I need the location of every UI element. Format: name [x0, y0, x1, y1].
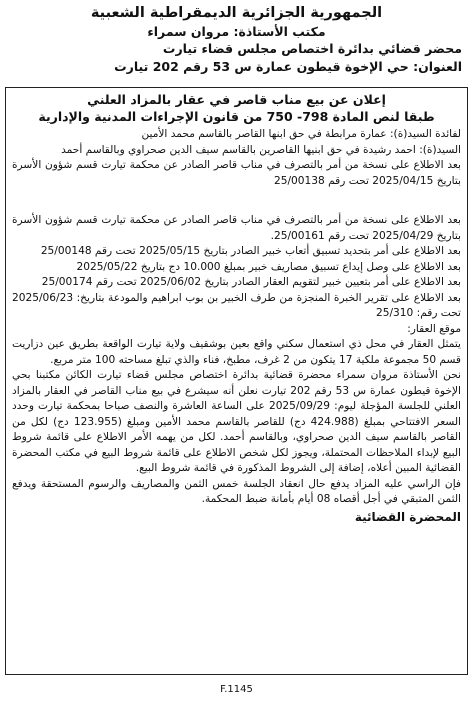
republic-heading: الجمهورية الجزائرية الديمقراطية الشعبية	[90, 5, 383, 21]
blank-gap	[12, 189, 461, 213]
expert-report-paragraph: بعد الاطلاع على تقرير الخبرة المنجزة من طرف الخبير بن بوب ابراهيم والمودعة بتاريخ: 2025/06/23 تحت رقم: 25/310	[12, 291, 461, 319]
reference-code: F.1145	[220, 684, 253, 695]
notice-title: إعلان عن بيع مناب قاصر في عقار بالمزاد العلني	[87, 92, 386, 107]
beneficiary-paragraph: لفائدة السيد(ة): عمارة مرابطة في حق ابنها القاصر بالقاسم محمد الأمين	[141, 128, 461, 140]
notice-box	[5, 87, 468, 675]
office-name: مكتب الأستاذة: مروان سمراء	[147, 24, 326, 39]
court-order-paragraph: بعد الاطلاع على نسخة من أمر بالتصرف في مناب قاصر الصادر عن محكمة تيارت قسم شؤون الأسرة بتاريخ 2025/04/15 تحت رقم 25/00138	[12, 159, 461, 187]
notice-subtitle: طبقا لنص المادة 798- 750 من قانون الإجراءات المدنية والإدارية	[38, 109, 435, 124]
property-location-heading: موقع العقار:	[407, 322, 461, 335]
payment-terms-paragraph: فإن الراسي عليه المزاد يدفع حال انعقاد الجلسة خمس الثمن والمصاريف والرسوم المستحقة ويدفع الثمن المتبقي في أجل أقصاه 08 أيام بأمانة ضبط المحكمة.	[12, 477, 461, 505]
beneficiary-paragraph: السيد(ة): احمد رشيدة في حق ابنيها القاصرين بالقاسم سيف الدين صحراوي وبالقاسم أحمد	[61, 143, 461, 156]
signature-line: المحضرة القضائية	[354, 509, 461, 524]
office-address: العنوان: حي الإخوة قيطون عمارة س 53 رقم 202 تيارت	[114, 59, 462, 74]
court-order-paragraph: بعد الاطلاع على أمر بتعيين خبير لتقويم العقار الصادر بتاريخ 2025/06/02 تحت رقم 25/00174	[41, 276, 461, 288]
bailiff-title: محضر قضائي بدائرة اختصاص مجلس قضاء تيارت	[162, 41, 462, 56]
court-order-paragraph: بعد الاطلاع على وصل إيداع تسبيق مصاريف خبير بمبلغ 10.000 دج بتاريخ 2025/05/22	[76, 260, 461, 273]
property-description-paragraph: يتمثل العقار في محل ذي استعمال سكني واقع بعين بوشقيف ولاية تيارت الواقعة بطريق عين دزاريت قسم 50 مجموعة ملكية 17 يتكون من 2 غرف، مطبخ، فناء والذي تبلغ مساحته 100 متر مربع.	[12, 338, 461, 366]
auction-paragraph: نحن الأستاذة مروان سمراء محضرة قضائية بدائرة اختصاص مجلس قضاء تيارت الكائن مكتبنا بحي الإخوة قيطون عمارة س 53 رقم 202 تيارت نعلن أنه سيشرع في بيع مناب القاصر في العقار بالمزاد العلني للجلسة المؤجلة ليوم: 2025/09/29 على الساعة العاشرة والنصف صباحا بمحكمة تيارت وحدد السعر الافتتاحي بمبلغ (424.988 دج) للقاصر بالقاسم محمد الأمين ومبلغ (123.955 دج) لكل من القاصر بالقاسم سيف الدين صحراوي، وبالقاسم أحمد. لكل من يهمه الأمر الاطلاع على قائمة شروط البيع لإبداء الملاحظات المحتملة، ويجوز لكل شخص الاطلاع على قائمة شروط البيع في مكتب المحضرة القضائية المبين أعلاه، إضافة إلى الشروط المذكورة في قائمة شروط البيع.	[12, 369, 461, 474]
court-order-paragraph: بعد الاطلاع على نسخة من أمر بالتصرف في مناب قاصر الصادر عن محكمة تيارت قسم شؤون الأسرة بتاريخ 2025/04/29 تحت رقم 25/00161.	[12, 214, 461, 242]
letterhead	[5, 3, 468, 76]
court-order-paragraph: بعد الاطلاع على أمر بتحديد تسبيق أتعاب خبير الصادر بتاريخ 2025/05/15 تحت رقم 25/00148	[40, 245, 461, 257]
